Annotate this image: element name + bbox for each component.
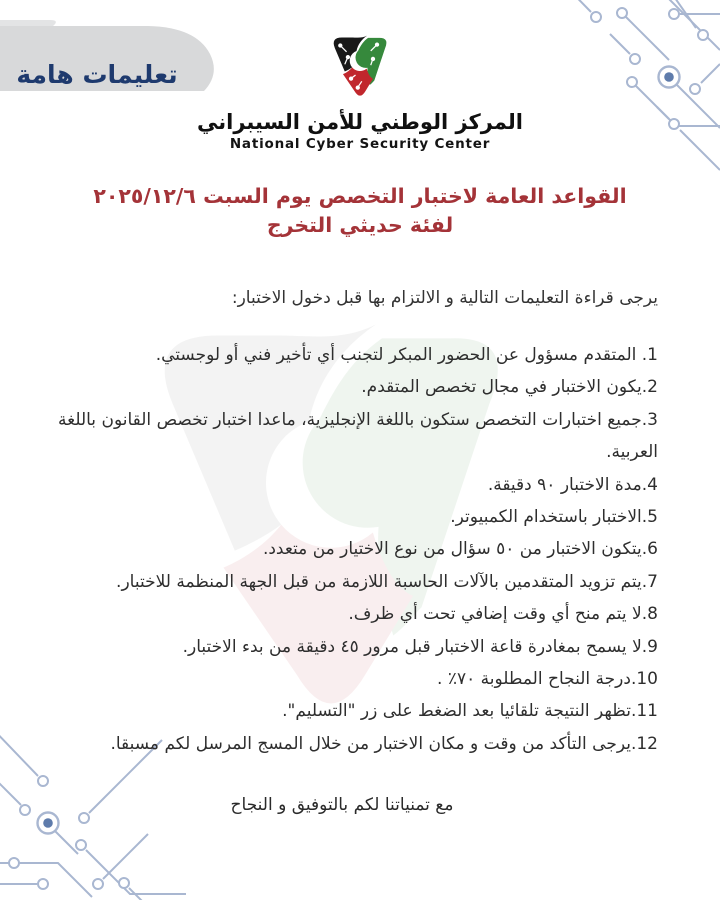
badge-label: تعليمات هامة (16, 60, 178, 89)
brand-header (0, 24, 720, 152)
instruction-item: 12.يرجى التأكد من وقت و مكان الاختبار من خلال المسج المرسل لكم مسبقا. (110, 733, 658, 754)
page-title-line1: القواعد العامة لاختبار التخصص يوم السبت ٢٠٢٥/١٢/٦ (93, 184, 627, 208)
brand-title-arabic: المركز الوطني للأمن السيبراني (196, 110, 523, 134)
intro-text: يرجى قراءة التعليمات التالية و الالتزام بها قبل دخول الاختبار: (231, 288, 658, 308)
page-title (40, 182, 680, 240)
instruction-item: 8.لا يتم منح أي وقت إضافي تحت أي ظرف. (348, 604, 658, 625)
instruction-item: 10.درجة النجاح المطلوبة ٧٠٪ . (437, 669, 658, 690)
instruction-item: 4.مدة الاختبار ٩٠ دقيقة. (487, 474, 658, 495)
instruction-item: 7.يتم تزويد المتقدمين بالآلات الحاسبة اللازمة من قبل الجهة المنظمة للاختبار. (116, 571, 658, 592)
instruction-item: 1. المتقدم مسؤول عن الحضور المبكر لتجنب أي تأخير فني أو لوجستي. (155, 345, 658, 365)
instruction-item: 3.جميع اختبارات التخصص ستكون باللغة الإنجليزية، ماعدا اختبار تخصص القانون باللغة العربية. (58, 409, 658, 463)
page-title-line2: لفئة حديثي التخرج (266, 213, 454, 237)
instruction-item: 2.يكون الاختبار في مجال تخصص المتقدم. (361, 377, 658, 398)
instruction-item: 5.الاختبار باستخدام الكمبيوتر. (450, 507, 658, 528)
ncsc-logo-icon (314, 24, 406, 110)
instruction-item: 6.يتكون الاختبار من ٥٠ سؤال من نوع الاختيار من متعدد. (262, 539, 658, 560)
instruction-item: 9.لا يسمح بمغادرة قاعة الاختبار قبل مرور ٤٥ دقيقة من بدء الاختبار. (182, 636, 658, 657)
instruction-item: 11.تظهر النتيجة تلقائيا بعد الضغط على زر "التسليم". (282, 701, 658, 722)
closing-text: مع تمنياتنا لكم بالتوفيق و النجاح (230, 795, 454, 815)
brand-title-english: National Cyber Security Center (229, 136, 491, 152)
instructions-list (58, 339, 658, 760)
